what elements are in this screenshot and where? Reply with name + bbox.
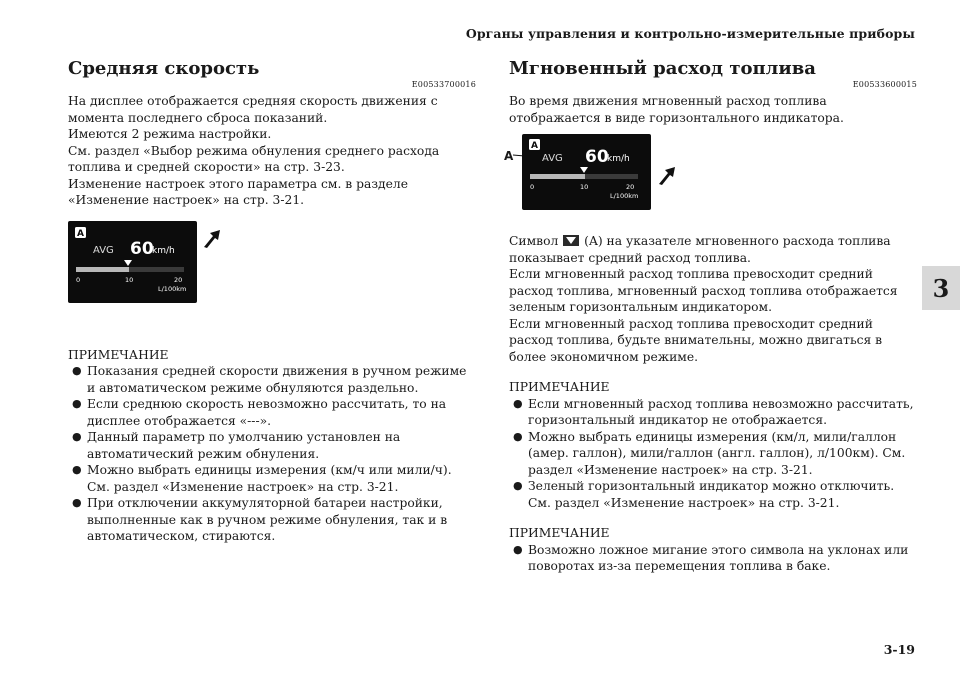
note-item: ● Возможно ложное мигание этого символа на уклонах или поворотах из-за перемещения топлива в баке. bbox=[509, 542, 917, 575]
paragraph: Имеются 2 режима настройки. bbox=[68, 127, 272, 141]
avg-label: AVG bbox=[93, 244, 114, 256]
note-title: ПРИМЕЧАНИЕ bbox=[509, 380, 610, 394]
left-column bbox=[68, 58, 476, 545]
instant-consumption-display bbox=[522, 134, 651, 210]
tick-label-10: 10 bbox=[580, 183, 589, 191]
scale-unit: L/100km bbox=[610, 192, 639, 200]
section-code: E00533700016 bbox=[411, 80, 476, 89]
tick-label-20: 20 bbox=[626, 183, 635, 191]
note-title: ПРИМЕЧАНИЕ bbox=[68, 347, 169, 362]
tick-label-10: 10 bbox=[125, 275, 134, 284]
section-heading-instant-consumption: Мгновенный расход топлива bbox=[509, 58, 816, 79]
average-marker-symbol-icon bbox=[563, 235, 579, 246]
paragraph: Если мгновенный расход топлива превосходит средний расход топлива, мгновенный расход топлива отображается зеленым горизонтальным индикатором. bbox=[509, 267, 898, 314]
note-item: ● Данный параметр по умолчанию установлен на автоматический режим обнуления. bbox=[68, 429, 476, 462]
page-number: 3-19 bbox=[883, 642, 915, 657]
speed-value: 60 bbox=[130, 238, 154, 259]
tick-label-0: 0 bbox=[76, 275, 81, 284]
note-list bbox=[68, 363, 476, 545]
right-column bbox=[504, 58, 917, 575]
display-graphic bbox=[522, 134, 651, 210]
section-heading-average-speed: Средняя скорость bbox=[68, 58, 260, 79]
note-item: ● Можно выбрать единицы измерения (км/ч или мили/ч). См. раздел «Изменение настроек» на стр. 3-21. bbox=[68, 462, 476, 495]
paragraph: Во время движения мгновенный расход топлива отображается в виде горизонтального индикатора. bbox=[509, 94, 844, 125]
note-item: ● Зеленый горизонтальный индикатор можно отключить. См. раздел «Изменение настроек» на стр. 3-21. bbox=[509, 478, 917, 511]
note-item: ● При отключении аккумуляторной батареи настройки, выполненные как в ручном режиме обнуления, так и в автоматическом, стираются. bbox=[68, 495, 476, 545]
tick-label-20: 20 bbox=[174, 275, 183, 284]
scale-unit: L/100km bbox=[158, 284, 187, 293]
note-title: ПРИМЕЧАНИЕ bbox=[509, 526, 610, 540]
section-code: E00533600015 bbox=[852, 80, 917, 89]
mode-a-letter: A bbox=[77, 228, 84, 239]
avg-label: AVG bbox=[542, 153, 563, 164]
tick-label-0: 0 bbox=[530, 183, 535, 191]
paragraph: Изменение настроек этого параметра см. в разделе «Изменение настроек» на стр. 3-21. bbox=[68, 176, 408, 207]
average-marker-icon bbox=[580, 167, 588, 173]
average-marker-icon bbox=[124, 260, 132, 266]
note-list bbox=[509, 396, 917, 512]
instant-consumption-figure bbox=[504, 134, 917, 220]
pointing-hand-icon bbox=[202, 227, 222, 249]
average-speed-figure bbox=[68, 221, 476, 333]
note-item: ● Если среднюю скорость невозможно рассчитать, то на дисплее отображается «---». bbox=[68, 396, 476, 429]
consumption-bar bbox=[530, 174, 585, 179]
symbol-text-after: (A) на указателе мгновенного расхода топлива показывает средний расход топлива. bbox=[509, 234, 891, 265]
symbol-text-before: Символ bbox=[509, 234, 559, 248]
chapter-tab: 3 bbox=[922, 266, 960, 310]
mode-a-letter: A bbox=[531, 141, 538, 151]
speed-value: 60 bbox=[585, 147, 609, 167]
callout-label-a: A bbox=[504, 149, 514, 163]
paragraph: См. раздел «Выбор режима обнуления среднего расхода топлива и средней скорости» на стр. 3-23. bbox=[68, 143, 440, 174]
average-speed-display bbox=[68, 221, 197, 303]
note-list bbox=[509, 542, 917, 575]
speed-unit: km/h bbox=[152, 245, 175, 256]
paragraph: На дисплее отображается средняя скорость движения с момента последнего сброса показаний. bbox=[68, 94, 438, 125]
consumption-bar bbox=[76, 267, 129, 272]
display-graphic bbox=[68, 221, 197, 303]
note-item: ● Можно выбрать единицы измерения (км/л, мили/галлон (амер. галлон), мили/галлон (англ. галлон), л/100км). См. раздел «Изменение настроек» на стр. 3-21. bbox=[509, 429, 917, 479]
note-item: ● Если мгновенный расход топлива невозможно рассчитать, горизонтальный индикатор не отображается. bbox=[509, 396, 917, 429]
speed-unit: km/h bbox=[607, 154, 630, 164]
pointing-hand-icon bbox=[657, 164, 677, 186]
running-header: Органы управления и контрольно-измерительные приборы bbox=[465, 26, 915, 41]
paragraph: Если мгновенный расход топлива превосходит средний расход топлива, будьте внимательны, можно двигаться в более экономичном режиме. bbox=[509, 316, 883, 364]
note-item: ● Показания средней скорости движения в ручном режиме и автоматическом режиме обнуляются раздельно. bbox=[68, 363, 476, 396]
symbol-paragraph bbox=[509, 233, 917, 266]
